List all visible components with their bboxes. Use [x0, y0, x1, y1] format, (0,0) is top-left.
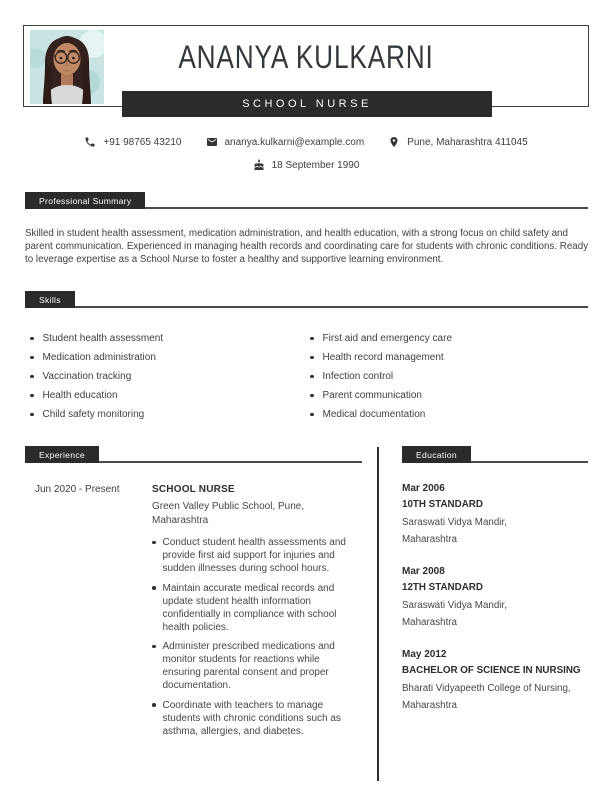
experience-bullet: [152, 640, 360, 692]
experience-bullet: [152, 536, 360, 575]
bullet-dot: [30, 356, 34, 360]
section-header-skills: [25, 291, 588, 308]
education-location: Maharashtra: [402, 616, 457, 628]
education-degree: 10TH STANDARD: [402, 499, 483, 510]
skill-label: Infection control: [322, 371, 394, 382]
summary-text: Skilled in student health assessment, medication administration, and health education, with a strong focus on child safety and parent communication. Experienced in managing health records and coordinating care for students with chronic conditions. Ready to leverage expertise as a School Nurse to foster a healthy and supportive learning environment.: [25, 228, 589, 265]
experience-details: [152, 483, 360, 744]
contact-email-text: ananya.kulkarni@example.com: [224, 136, 365, 148]
experience-section-label: Experience: [25, 446, 99, 463]
skill-item: [30, 408, 300, 421]
section-rule: [145, 207, 588, 209]
job-title: SCHOOL NURSE: [242, 98, 372, 110]
person-name: ANANYA KULKARNI: [178, 39, 434, 75]
skill-item: [310, 332, 588, 345]
education-degree: 12TH STANDARD: [402, 582, 483, 593]
education-school: Saraswati Vidya Mandir,: [402, 600, 507, 611]
skill-item: [30, 370, 300, 383]
skill-label: Medical documentation: [322, 409, 426, 420]
bullet-dot: [310, 337, 314, 341]
experience-bullet-text: Coordinate with teachers to manage students with chronic conditions such as asthma, allergies, and diabetes.: [162, 699, 341, 737]
section-rule: [99, 461, 362, 463]
section-rule: [471, 461, 588, 463]
skill-label: Health record management: [322, 352, 444, 363]
skill-item: [310, 408, 588, 421]
skills-column-1: [30, 332, 300, 427]
summary-section-label: Professional Summary: [25, 192, 145, 209]
contact-location: [388, 136, 527, 148]
education-date: Mar 2008: [402, 566, 445, 577]
skill-item: [30, 351, 300, 364]
experience-bullet: [152, 699, 360, 738]
bullet-dot: [310, 413, 314, 417]
birthday-cake-icon: [253, 159, 265, 171]
education-entry: [402, 480, 598, 548]
bullet-dot: [310, 394, 314, 398]
contact-row-2: [0, 159, 612, 171]
education-degree: BACHELOR OF SCIENCE IN NURSING: [402, 665, 581, 676]
experience-entry: [25, 483, 365, 744]
phone-icon: [84, 136, 96, 148]
skill-label: Child safety monitoring: [42, 409, 145, 420]
section-rule: [75, 306, 588, 308]
bullet-dot: [310, 356, 314, 360]
education-entry: [402, 646, 598, 714]
bullet-dot: [310, 375, 314, 379]
bullet-dot: [30, 413, 34, 417]
job-title-banner: [122, 91, 492, 117]
experience-title: SCHOOL NURSE: [152, 484, 235, 495]
skill-label: Parent communication: [322, 390, 422, 401]
education-entry: [402, 563, 598, 631]
education-date: Mar 2006: [402, 483, 445, 494]
experience-bullet-text: Conduct student health assessments and provide first aid support for injuries and sudden illnesses during school hours.: [162, 537, 346, 574]
skills-column-2: [310, 332, 588, 427]
skill-label: Health education: [42, 390, 118, 401]
skill-item: [310, 389, 588, 402]
education-list: [402, 480, 598, 729]
contact-phone: [84, 136, 181, 148]
skill-item: [310, 370, 588, 383]
experience-bullet-text: Maintain accurate medical records and update student health information confidentially in compliance with school health policies.: [162, 582, 337, 633]
contact-location-text: Pune, Maharashtra 411045: [407, 136, 528, 148]
contact-email: [206, 136, 365, 148]
bullet-dot: [30, 375, 34, 379]
education-section-label: Education: [402, 446, 471, 463]
education-school: Saraswati Vidya Mandir,: [402, 517, 507, 528]
experience-period: Jun 2020 - Present: [35, 484, 120, 495]
skills-section-label: Skills: [25, 291, 75, 308]
bullet-dot: [152, 586, 156, 590]
profile-photo: [30, 30, 104, 104]
contact-row: [0, 136, 612, 148]
section-header-experience: [25, 446, 362, 463]
contact-birthdate: [253, 159, 360, 171]
skill-label: Vaccination tracking: [42, 371, 132, 382]
education-date: May 2012: [402, 649, 447, 660]
skill-item: [30, 332, 300, 345]
section-header-education: [402, 446, 588, 463]
bullet-dot: [152, 703, 156, 707]
education-location: Maharashtra: [402, 699, 457, 711]
profile-photo-illustration: [30, 30, 104, 104]
skill-label: First aid and emergency care: [322, 333, 453, 344]
skill-label: Student health assessment: [42, 333, 164, 344]
experience-bullet-text: Administer prescribed medications and monitor students for reactions while ensuring parental consent and proper documentation.: [162, 641, 335, 691]
bullet-dot: [152, 541, 156, 545]
education-location: Maharashtra: [402, 533, 457, 545]
skill-item: [310, 351, 588, 364]
bullet-dot: [30, 394, 34, 398]
column-divider: [377, 447, 379, 781]
bullet-dot: [152, 645, 156, 649]
contact-birthdate-text: 18 September 1990: [271, 159, 360, 171]
section-header-summary: [25, 192, 588, 209]
contact-phone-text: +91 98765 43210: [103, 136, 182, 148]
education-school: Bharati Vidyapeeth College of Nursing,: [402, 683, 571, 694]
skill-label: Medication administration: [42, 352, 156, 363]
skill-item: [30, 389, 300, 402]
location-pin-icon: [388, 136, 400, 148]
bullet-dot: [30, 337, 34, 341]
experience-bullet: [152, 582, 360, 634]
experience-bullet-list: [152, 536, 360, 738]
experience-organization: Green Valley Public School, Pune, Maharashtra: [152, 501, 305, 526]
email-icon: [206, 136, 218, 148]
